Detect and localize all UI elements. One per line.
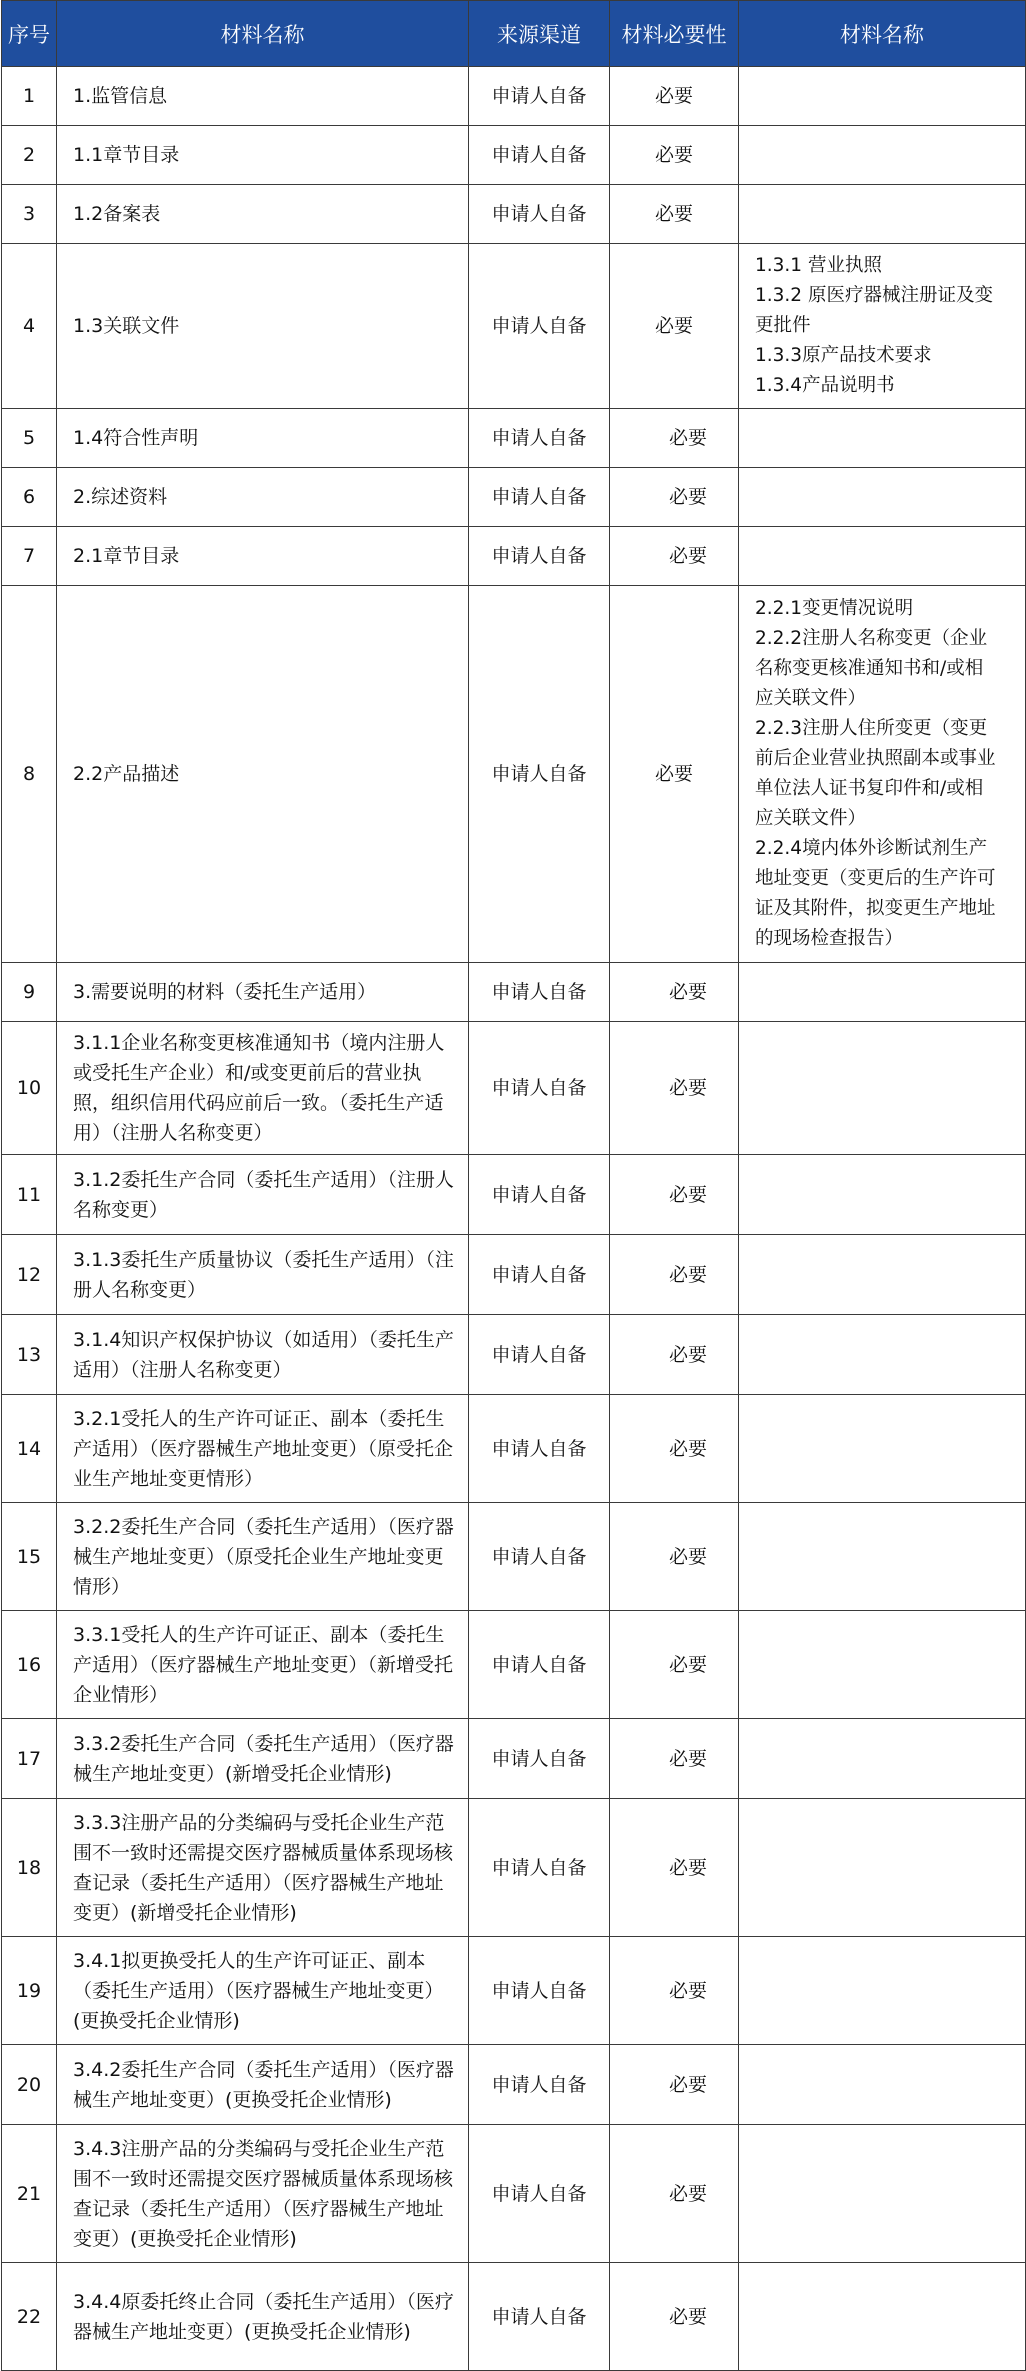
- materials-table: [1, 0, 1026, 2371]
- source-channel: 申请人自备: [469, 1937, 610, 2045]
- necessity: 必要: [610, 1022, 739, 1155]
- row-index: 7: [2, 527, 57, 586]
- source-channel: 申请人自备: [469, 1611, 610, 1719]
- detail-line: 更批件: [755, 315, 811, 336]
- source-channel: 申请人自备: [469, 2045, 610, 2125]
- material-name: 3.需要说明的材料（委托生产适用）: [57, 963, 469, 1022]
- detail-line: 2.2.2注册人名称变更（企业: [755, 628, 988, 649]
- necessity: 必要: [610, 2125, 739, 2263]
- table-header-row: [2, 1, 1026, 67]
- necessity: 必要: [610, 1395, 739, 1503]
- table-row: [2, 1315, 1026, 1395]
- material-name: 1.4符合性声明: [57, 409, 469, 468]
- necessity: 必要: [610, 409, 739, 468]
- table-row: [2, 1719, 1026, 1799]
- table-row: [2, 2045, 1026, 2125]
- material-detail: [739, 2125, 1026, 2263]
- material-name: 3.2.1受托人的生产许可证正、副本（委托生产适用）（医疗器械生产地址变更）（原受托企业生产地址变更情形）: [57, 1395, 469, 1503]
- table-row: [2, 1937, 1026, 2045]
- source-channel: 申请人自备: [469, 244, 610, 409]
- material-detail: [739, 1155, 1026, 1235]
- necessity: 必要: [610, 1611, 739, 1719]
- row-index: 8: [2, 586, 57, 963]
- row-index: 5: [2, 409, 57, 468]
- material-name: 2.综述资料: [57, 468, 469, 527]
- table-row: [2, 1395, 1026, 1503]
- table-row: [2, 244, 1026, 409]
- header-material-name: 材料名称: [57, 1, 469, 67]
- table-row: [2, 67, 1026, 126]
- material-detail: [739, 1503, 1026, 1611]
- detail-line: 应关联文件）: [755, 688, 867, 709]
- row-index: 4: [2, 244, 57, 409]
- row-index: 19: [2, 1937, 57, 2045]
- necessity: 必要: [610, 1315, 739, 1395]
- source-channel: 申请人自备: [469, 1799, 610, 1937]
- material-name: 3.1.3委托生产质量协议（委托生产适用）（注册人名称变更）: [57, 1235, 469, 1315]
- table-row: [2, 527, 1026, 586]
- detail-line: 证及其附件，拟变更生产地址: [755, 898, 996, 919]
- row-index: 1: [2, 67, 57, 126]
- source-channel: 申请人自备: [469, 2263, 610, 2371]
- table-row: [2, 468, 1026, 527]
- row-index: 20: [2, 2045, 57, 2125]
- material-detail: [739, 126, 1026, 185]
- table-row: [2, 185, 1026, 244]
- row-index: 11: [2, 1155, 57, 1235]
- row-index: 21: [2, 2125, 57, 2263]
- material-detail: [739, 2263, 1026, 2371]
- material-name: 3.1.4知识产权保护协议（如适用）（委托生产适用）（注册人名称变更）: [57, 1315, 469, 1395]
- row-index: 18: [2, 1799, 57, 1937]
- detail-line: 单位法人证书复印件和/或相: [755, 778, 984, 799]
- table-row: [2, 586, 1026, 963]
- material-name: 2.2产品描述: [57, 586, 469, 963]
- row-index: 6: [2, 468, 57, 527]
- material-detail: [739, 2045, 1026, 2125]
- table-row: [2, 2125, 1026, 2263]
- detail-line: 名称变更核准通知书和/或相: [755, 658, 984, 679]
- row-index: 15: [2, 1503, 57, 1611]
- header-required: 材料必要性: [610, 1, 739, 67]
- material-name: 3.4.2委托生产合同（委托生产适用）（医疗器械生产地址变更）(更换受托企业情形): [57, 2045, 469, 2125]
- necessity: 必要: [610, 126, 739, 185]
- material-name: 3.3.1受托人的生产许可证正、副本（委托生产适用）（医疗器械生产地址变更）（新增受托企业情形）: [57, 1611, 469, 1719]
- material-detail: [739, 1022, 1026, 1155]
- material-detail: [739, 409, 1026, 468]
- material-detail: [739, 1315, 1026, 1395]
- table-row: [2, 1022, 1026, 1155]
- row-index: 22: [2, 2263, 57, 2371]
- table-row: [2, 1611, 1026, 1719]
- material-name: 1.监管信息: [57, 67, 469, 126]
- necessity: 必要: [610, 963, 739, 1022]
- table-row: [2, 1235, 1026, 1315]
- necessity: 必要: [610, 185, 739, 244]
- table-row: [2, 2263, 1026, 2371]
- source-channel: 申请人自备: [469, 468, 610, 527]
- source-channel: 申请人自备: [469, 409, 610, 468]
- material-name: 3.4.1拟更换受托人的生产许可证正、副本（委托生产适用）（医疗器械生产地址变更）(更换受托企业情形): [57, 1937, 469, 2045]
- material-name: 3.3.3注册产品的分类编码与受托企业生产范围不一致时还需提交医疗器械质量体系现场核查记录（委托生产适用）（医疗器械生产地址变更）(新增受托企业情形): [57, 1799, 469, 1937]
- material-detail: [739, 67, 1026, 126]
- material-detail: [739, 244, 1026, 409]
- source-channel: 申请人自备: [469, 1022, 610, 1155]
- source-channel: 申请人自备: [469, 963, 610, 1022]
- header-source: 来源渠道: [469, 1, 610, 67]
- source-channel: 申请人自备: [469, 1315, 610, 1395]
- necessity: 必要: [610, 1235, 739, 1315]
- material-detail: [739, 963, 1026, 1022]
- material-detail: [739, 1235, 1026, 1315]
- detail-line: 1.3.3原产品技术要求: [755, 345, 932, 366]
- source-channel: 申请人自备: [469, 1155, 610, 1235]
- table-row: [2, 126, 1026, 185]
- source-channel: 申请人自备: [469, 2125, 610, 2263]
- material-detail: [739, 185, 1026, 244]
- material-name: 1.2备案表: [57, 185, 469, 244]
- detail-line: 2.2.1变更情况说明: [755, 598, 914, 619]
- row-index: 2: [2, 126, 57, 185]
- row-index: 9: [2, 963, 57, 1022]
- necessity: 必要: [610, 1799, 739, 1937]
- row-index: 16: [2, 1611, 57, 1719]
- detail-line: 1.3.1 营业执照: [755, 255, 882, 276]
- material-name: 3.1.1企业名称变更核准通知书（境内注册人或受托生产企业）和/或变更前后的营业执照，组织信用代码应前后一致。（委托生产适用）（注册人名称变更）: [57, 1022, 469, 1155]
- material-name: 3.1.2委托生产合同（委托生产适用）（注册人名称变更）: [57, 1155, 469, 1235]
- detail-line: 应关联文件）: [755, 808, 867, 829]
- row-index: 17: [2, 1719, 57, 1799]
- row-index: 12: [2, 1235, 57, 1315]
- necessity: 必要: [610, 468, 739, 527]
- material-name: 3.4.4原委托终止合同（委托生产适用）（医疗器械生产地址变更）(更换受托企业情形): [57, 2263, 469, 2371]
- table-row: [2, 409, 1026, 468]
- material-detail: [739, 586, 1026, 963]
- material-name: 1.1章节目录: [57, 126, 469, 185]
- source-channel: 申请人自备: [469, 126, 610, 185]
- table-row: [2, 1799, 1026, 1937]
- source-channel: 申请人自备: [469, 586, 610, 963]
- detail-line: 1.3.4产品说明书: [755, 375, 895, 396]
- row-index: 3: [2, 185, 57, 244]
- header-note: 材料名称: [739, 1, 1026, 67]
- table-row: [2, 1503, 1026, 1611]
- material-name: 1.3关联文件: [57, 244, 469, 409]
- necessity: 必要: [610, 2263, 739, 2371]
- source-channel: 申请人自备: [469, 1235, 610, 1315]
- material-detail: [739, 1395, 1026, 1503]
- material-detail: [739, 1799, 1026, 1937]
- material-name: 3.4.3注册产品的分类编码与受托企业生产范围不一致时还需提交医疗器械质量体系现场核查记录（委托生产适用）（医疗器械生产地址变更）(更换受托企业情形): [57, 2125, 469, 2263]
- material-detail: [739, 468, 1026, 527]
- necessity: 必要: [610, 2045, 739, 2125]
- necessity: 必要: [610, 244, 739, 409]
- necessity: 必要: [610, 1719, 739, 1799]
- table-row: [2, 963, 1026, 1022]
- source-channel: 申请人自备: [469, 185, 610, 244]
- row-index: 10: [2, 1022, 57, 1155]
- table-row: [2, 1155, 1026, 1235]
- source-channel: 申请人自备: [469, 1395, 610, 1503]
- necessity: 必要: [610, 67, 739, 126]
- material-detail: [739, 1611, 1026, 1719]
- necessity: 必要: [610, 586, 739, 963]
- material-name: 2.1章节目录: [57, 527, 469, 586]
- material-detail: [739, 527, 1026, 586]
- material-detail: [739, 1937, 1026, 2045]
- row-index: 13: [2, 1315, 57, 1395]
- necessity: 必要: [610, 527, 739, 586]
- detail-line: 2.2.3注册人住所变更（变更: [755, 718, 988, 739]
- detail-line: 1.3.2 原医疗器械注册证及变: [755, 285, 993, 306]
- header-index: 序号: [2, 1, 57, 67]
- source-channel: 申请人自备: [469, 1503, 610, 1611]
- material-name: 3.3.2委托生产合同（委托生产适用）（医疗器械生产地址变更）(新增受托企业情形): [57, 1719, 469, 1799]
- material-detail: [739, 1719, 1026, 1799]
- source-channel: 申请人自备: [469, 1719, 610, 1799]
- detail-line: 前后企业营业执照副本或事业: [755, 748, 996, 769]
- necessity: 必要: [610, 1155, 739, 1235]
- detail-line: 2.2.4境内体外诊断试剂生产: [755, 838, 988, 859]
- detail-line: 地址变更（变更后的生产许可: [755, 868, 996, 889]
- necessity: 必要: [610, 1937, 739, 2045]
- detail-line: 的现场检查报告）: [755, 928, 904, 949]
- row-index: 14: [2, 1395, 57, 1503]
- necessity: 必要: [610, 1503, 739, 1611]
- source-channel: 申请人自备: [469, 527, 610, 586]
- source-channel: 申请人自备: [469, 67, 610, 126]
- material-name: 3.2.2委托生产合同（委托生产适用）（医疗器械生产地址变更）（原受托企业生产地址变更情形）: [57, 1503, 469, 1611]
